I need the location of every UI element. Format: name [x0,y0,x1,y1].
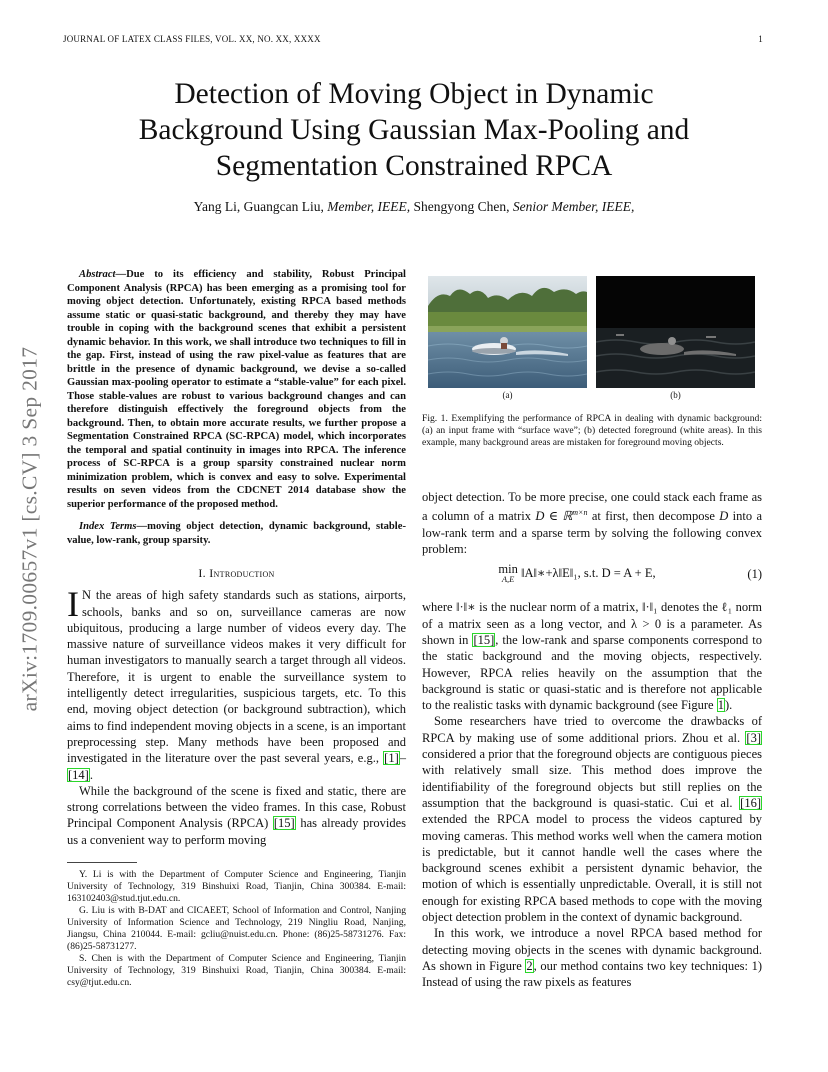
intro-p2-text: While the background of the scene is fixed and static, there are strong correlations between the video frames. In this case, Robust Principal Component Analysis (RPCA) [67,783,406,831]
right-p2-text: where ‖·‖∗ is the nuclear norm of a matrix, ‖·‖₁ denotes the ℓ₁ norm of a matrix seen as a long vector, and λ > 0 is a parameter. As shown in [422,600,762,647]
section-heading [67,565,406,581]
citation-link[interactable]: [15] [473,632,495,647]
footnote-rule [67,862,137,863]
footnote-1: Y. Li is with the Department of Computer Science and Engineering, Tianjin University of Technology, 319 Binshuixi Road, Tianjin, China 300384. E-mail: 163102403@stud.tjut.edu.cn. [67,869,406,905]
intro-p2-end: has already provides us a convenient way to perform moving [67,816,406,847]
detected-foreground-image [596,276,755,388]
index-terms-label: Index Terms [79,521,137,532]
title-line-1: Detection of Moving Object in Dynamic [174,78,654,110]
citation-link[interactable]: [16] [740,795,761,810]
index-terms-text: —moving object detection, dynamic background, stable-value, low-rank, group sparsity. [67,521,406,546]
subfigure-label-b: (b) [670,390,681,400]
figure-link[interactable]: 2 [526,958,533,973]
input-frame-image [428,276,587,388]
left-column [67,268,406,989]
matrix-d: D [719,509,729,524]
title-line-3: Segmentation Constrained RPCA [215,150,613,182]
paper-title [90,76,738,184]
right-p2-text-2: , the low-rank and sparse components correspond to the static background and the moving objects, respectively. However, RPCA relies heavily on the assumption that the background is static or quasi-static and is therefore not applicable to the realistic tasks with dynamic background (see Figure [422,632,762,713]
right-p1-text-3: into a low-rank term and a sparse term by solving the following convex problem: [422,509,762,557]
index-terms [67,520,406,547]
citation-link[interactable]: [1] [384,751,399,766]
title-line-2: Background Using Gaussian Max-Pooling and [138,114,690,146]
right-p4-text: In this work, we introduce a novel RPCA based method for detecting moving objects in the scenes with dynamic background. As shown in Figure [422,926,762,973]
equation-expression: ‖A‖∗+λ‖E‖₁, s.t. D = A + E, [520,566,656,581]
right-paragraph-2 [422,599,762,713]
right-paragraph-1 [422,489,762,557]
intro-paragraph-1 [67,584,406,783]
citation-dash: – [399,751,406,766]
matrix-symbol: D ∈ ℝ [535,509,573,524]
footnote-2: G. Liu is with B-DAT and CICAEET, School of Information and Control, Nanjing University of Information Science and Technology, 219 Ningliu Road, Nanjing, Jiangsu, China 210044. E-mail: gcliu@nuist.edu.cn. Phone: (86)25-58731276. Fax: (86)25-58731277. [67,905,406,953]
arxiv-stamp [6,286,54,772]
min-operator: min [498,562,518,577]
figure-link[interactable]: 1 [717,698,724,713]
matrix-dims: m×n [572,508,588,518]
abstract [67,268,406,511]
subfigure-label-a: (a) [502,390,513,400]
author-role-2: Senior Member, IEEE, [512,199,635,214]
journal-name: JOURNAL OF LATEX CLASS FILES, VOL. XX, NO. XX, XXXX [63,34,321,44]
right-p4-text-2: , our method contains two key techniques: 1) Instead of using the raw pixels as features [422,958,762,990]
author-names-1: Yang Li, Guangcan Liu, [193,199,328,214]
running-header [63,34,763,44]
citation-link[interactable]: [14] [68,767,89,782]
right-p1-text-2: at first, then decompose [587,509,720,524]
author-names-2: Shengyong Chen, [410,199,513,214]
arxiv-stamp-text: arXiv:1709.00657v1 [cs.CV] 3 Sep 2017 [17,346,42,712]
figure-1 [428,276,754,400]
equation-min [498,564,517,584]
drop-cap: I [67,584,79,625]
citation-link[interactable]: [3] [746,730,761,745]
right-p1-text: object detection. To be more precise, one could stack each frame as a column of a matrix [422,490,762,524]
section-name: Introduction [209,566,275,580]
equation-1 [422,559,762,589]
intro-p1-text: N the areas of high safety standards such as stations, airports, schools, banks and so on, surveillance cameras are now ubiquitous, producing a large number of videos every day. The massive nature of surveillance videos makes it very difficult for human investigators to manually search a target through all videos. Therefore, it is urgent to enable the surveillance system to intelligently detect irregularities, suspicious targets, etc. To this end, moving object detection (or background subtraction), which aims to find independent moving objects in a scene, is an important preprocessing step. Many methods have been proposed and investigated in the literature over the past several years, e.g., [67,588,406,766]
section-numeral: I. [198,566,210,580]
intro-p1-end: . [89,767,93,782]
equation-body [422,564,732,584]
right-p2-text-3: ). [724,698,733,713]
right-p3-text-3: extended the RPCA model to process the videos captured by moving cameras. This method works well when the camera motion is predictable, but it cannot handle well the cases where the background scenes exhibit a persistent dynamic behavior, the motion of which is essentially unpredictable. Overall, it is still not enough for existing RPCA based methods to cope with the moving object detection problem in the context of dynamic background. [422,812,762,924]
equation-number: (1) [747,567,762,582]
author-list [90,199,738,215]
min-subscript: A,E [501,574,515,585]
page-number: 1 [758,34,763,44]
right-paragraph-3 [422,713,762,925]
right-p3-text-2: considered a prior that the foreground objects are contiguous pieces with relatively small size. This method does improve the identifiability of the foreground objects but still replies on the assumption that the background is quasi-static. Cui et al. [422,747,762,810]
footnote-3: S. Chen is with the Department of Computer Science and Engineering, Tianjin University of Technology, 319 Binshuixi Road, Tianjin, China 300384. E-mail: csy@tjut.edu.cn. [67,953,406,989]
citation-link[interactable]: [15] [273,816,295,831]
author-role-1: Member, IEEE, [327,199,411,214]
right-column [422,489,762,990]
abstract-text: —Due to its efficiency and stability, Robust Principal Component Analysis (RPCA) has been emerging as a promising tool for moving object detection. Unfortunately, existing RPCA based methods assume static or quasi-static background, and thereby they may have trouble in coping with the background scenes that exhibit a persistent dynamic behavior. In this work, we shall introduce two techniques to fill in the gap. First, instead of using the raw pixel-value as features that are brittle in the presence of dynamic background, we devise a so-called Gaussian max-pooling operator to estimate a “stable-value” for each pixel. Those stable-values are robust to various background changes and can therefore distinguish effectively the foreground objects from the background. Then, to obtain more accurate results, we further propose a Segmentation Constrained RPCA (SC-RPCA) model, which incorporates the temporal and spatial continuity in images into RPCA. The inference process of SC-RPCA is a group sparsity constrained nuclear norm minimization problem, which is convex and easy to solve. Experimental results on seven videos from the CDCNET 2014 database show the superior performance of the proposed method. [67,269,406,510]
abstract-label: Abstract [79,269,116,280]
figure-caption: Fig. 1. Exemplifying the performance of RPCA in dealing with dynamic background: (a) an input frame with “surface wave”; (b) detected foreground (white areas). In this example, many background areas are mistaken for foreground moving objects. [422,413,762,448]
right-p3-text: Some researchers have tried to overcome the drawbacks of RPCA by making use of some additional priors. Zhou et al. [422,714,762,745]
right-paragraph-4 [422,925,762,990]
intro-paragraph-2 [67,783,406,848]
